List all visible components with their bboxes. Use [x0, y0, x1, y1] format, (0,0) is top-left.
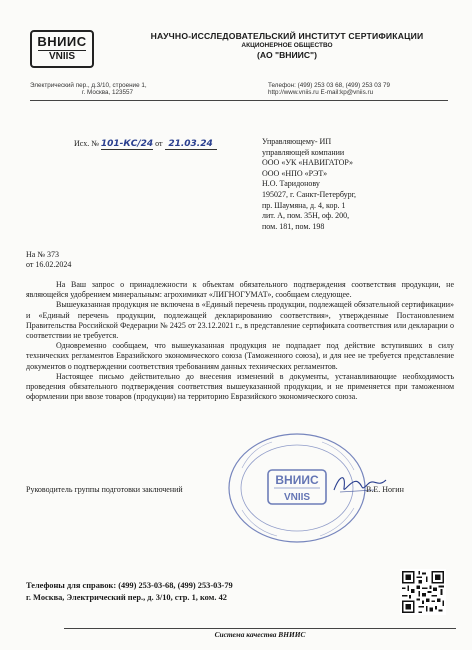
- recipient-line: 195027, г. Санкт-Петербург,: [262, 189, 357, 199]
- recipient-line: Н.О. Таридонову: [262, 179, 320, 189]
- org-web: http://www.vniis.ru E-mail:kp@vniis.ru: [268, 89, 374, 97]
- org-address: [30, 82, 210, 97]
- letter-body: [26, 280, 454, 402]
- org-phone: Телефон: (499) 253 03 68, (499) 253 03 79: [268, 82, 391, 89]
- outgoing-date-value: 21.03.24: [168, 139, 213, 149]
- contacts-phones: Телефоны для справок: (499) 253-03-68, (499) 253-03-79: [26, 581, 233, 590]
- signatory-name: В.Е. Ногин: [366, 485, 404, 494]
- recipient-line: пом. 181, пом. 198: [262, 221, 325, 231]
- body-paragraph: Вышеуказанная продукция не включена в «Единый перечень продукции, подлежащей обязательной сертификации» и «Единый перечень продукции, подлежащей декларированию соответствия», утвержденные Постановлением Правительства Российской Федерации № 2425 от 23.12.2021 г., в представление сертификата соответствия или декларации о соответствии не требуется.: [26, 300, 454, 341]
- recipient-line: пр. Шаумяна, д. 4, кор. 1: [262, 200, 346, 210]
- footer-divider: [64, 628, 456, 629]
- stamp-text-top: ВНИИС: [275, 473, 319, 487]
- outgoing-prefix: Исх. №: [74, 139, 99, 148]
- recipient-line: ООО «УК «НАВИГАТОР»: [262, 158, 354, 168]
- outgoing-date-prefix: от: [155, 139, 163, 148]
- logo-bottom-text: VNIIS: [38, 50, 86, 63]
- recipient-line: ООО «НПО «РЭТ»: [262, 168, 328, 178]
- contacts-block: [26, 580, 356, 604]
- reference-number: На № 373: [26, 250, 59, 259]
- footer-quality-system: Система качества ВНИИС: [214, 630, 306, 639]
- address-line-1: Электрический пер., д.3/10, строение 1,: [30, 82, 147, 89]
- body-paragraph: Одновременно сообщаем, что вышеуказанная продукция не подпадает под действие вступивших в силу технических регламентов Евразийского экономического союза (Таможенного союза), и для нее не требуется представление документов о подтверждении соответствия требованиям данных технических регламентов.: [26, 341, 454, 371]
- logo-top-text: ВНИИС: [37, 34, 87, 49]
- stamp-text-bottom: VNIIS: [283, 492, 311, 503]
- org-name: НАУЧНО-ИССЛЕДОВАТЕЛЬСКИЙ ИНСТИТУТ СЕРТИФИКАЦИИ: [150, 31, 424, 41]
- address-line-2: г. Москва, 123557: [82, 89, 134, 97]
- recipient-line: Управляющему- ИП: [262, 137, 332, 146]
- org-short-name: (АО "ВНИИС"): [256, 50, 317, 60]
- vniis-logo: [30, 30, 94, 68]
- org-contacts: [268, 82, 458, 97]
- recipient-line: лит. А, пом. 35Н, оф. 200,: [262, 211, 350, 221]
- qr-code: [400, 569, 446, 615]
- recipient-line: управляющей компании: [262, 147, 345, 157]
- signatory-position: Руководитель группы подготовки заключений: [26, 485, 183, 494]
- body-paragraph: На Ваш запрос о принадлежности к объектам обязательного подтверждения соответствия продукции, не являющейся удобрением минеральным: агрохимикат «ЛИГНОГУМАТ», сообщаем следующее.: [26, 280, 454, 300]
- contacts-address: г. Москва, Электрический пер., д. 3/10, стр. 1, ком. 42: [26, 593, 227, 602]
- recipient-block: [262, 137, 452, 232]
- header-divider: [30, 100, 448, 101]
- org-form: АКЦИОНЕРНОЕ ОБЩЕСТВО: [241, 42, 333, 49]
- reference-block: [26, 250, 146, 270]
- reference-date: от 16.02.2024: [26, 260, 72, 269]
- body-paragraph: Настоящее письмо действительно до внесения изменений в документы, устанавливающие необходимость проведения обязательного подтверждения соответствия вышеуказанной продукции, и не применяется при таможенном оформлении при ввозе товаров (продукции) на территорию Евразийского экономического союза.: [26, 371, 454, 402]
- outgoing-number-value: 101-КС/24: [100, 139, 154, 149]
